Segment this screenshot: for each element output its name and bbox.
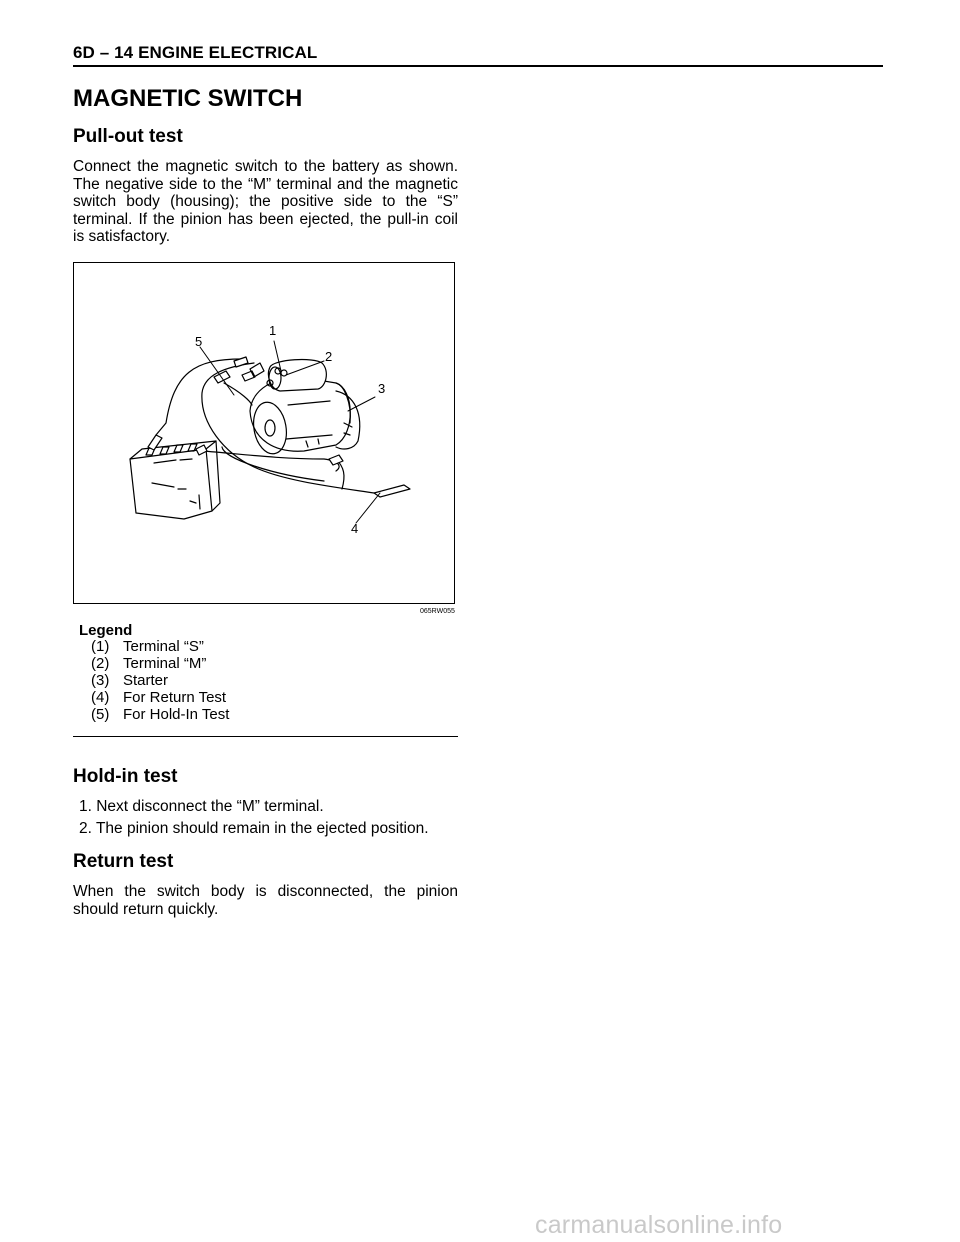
legend-item-text: For Return Test — [123, 689, 227, 706]
starter-battery-illustration — [74, 263, 454, 603]
callout-2: 2 — [325, 349, 333, 364]
pullout-line: switch body (housing); the positive side to the “S” — [73, 193, 458, 211]
pullout-line: Connect the magnetic switch to the battery as shown. — [73, 158, 458, 175]
legend-item-number: (1) — [91, 638, 110, 655]
legend-item-text: Terminal “M” — [123, 655, 207, 672]
return-paragraph — [73, 883, 458, 918]
legend-title: Legend — [79, 622, 133, 639]
pullout-line: is satisfactory. — [73, 228, 171, 246]
return-heading: Return test — [73, 851, 174, 872]
legend-item — [91, 638, 204, 655]
battery-drawing — [130, 441, 220, 519]
callout-5: 5 — [195, 334, 203, 349]
legend-item — [91, 689, 226, 706]
holdin-step: 2. The pinion should remain in the ejected position. — [79, 820, 429, 837]
callout-1: 1 — [269, 323, 277, 338]
pullout-paragraph — [73, 158, 458, 246]
watermark: carmanualsonline.info — [535, 1211, 783, 1239]
callout-4: 4 — [351, 521, 359, 536]
legend-divider — [73, 736, 458, 737]
pullout-line: terminal. If the pinion has been ejected, the pull-in coil — [73, 210, 458, 228]
legend-item-number: (4) — [91, 689, 110, 706]
legend-item — [91, 672, 168, 689]
callout-3: 3 — [378, 381, 386, 396]
holdin-step: 1. Next disconnect the “M” terminal. — [79, 798, 324, 815]
return-line: When the switch body is disconnected, the pinion — [73, 883, 458, 900]
legend-item-text: Terminal “S” — [123, 638, 204, 655]
figure-box — [73, 262, 455, 604]
legend-item — [91, 706, 229, 723]
holdin-heading: Hold-in test — [73, 766, 178, 787]
legend-item-number: (5) — [91, 706, 110, 723]
pullout-heading: Pull-out test — [73, 126, 183, 147]
legend-item — [91, 655, 206, 672]
header-divider — [73, 65, 883, 67]
legend-item-number: (3) — [91, 672, 110, 689]
pullout-line: The negative side to the “M” terminal and the magnetic — [73, 175, 458, 193]
figure-code: 065RW055 — [420, 608, 455, 615]
section-title: MAGNETIC SWITCH — [73, 85, 303, 112]
return-line: should return quickly. — [73, 900, 219, 918]
legend-item-text: Starter — [123, 672, 169, 689]
legend-item-number: (2) — [91, 655, 110, 672]
legend-item-text: For Hold-In Test — [123, 706, 230, 723]
starter-motor-drawing — [250, 360, 360, 457]
page-header: 6D – 14 ENGINE ELECTRICAL — [73, 43, 318, 62]
